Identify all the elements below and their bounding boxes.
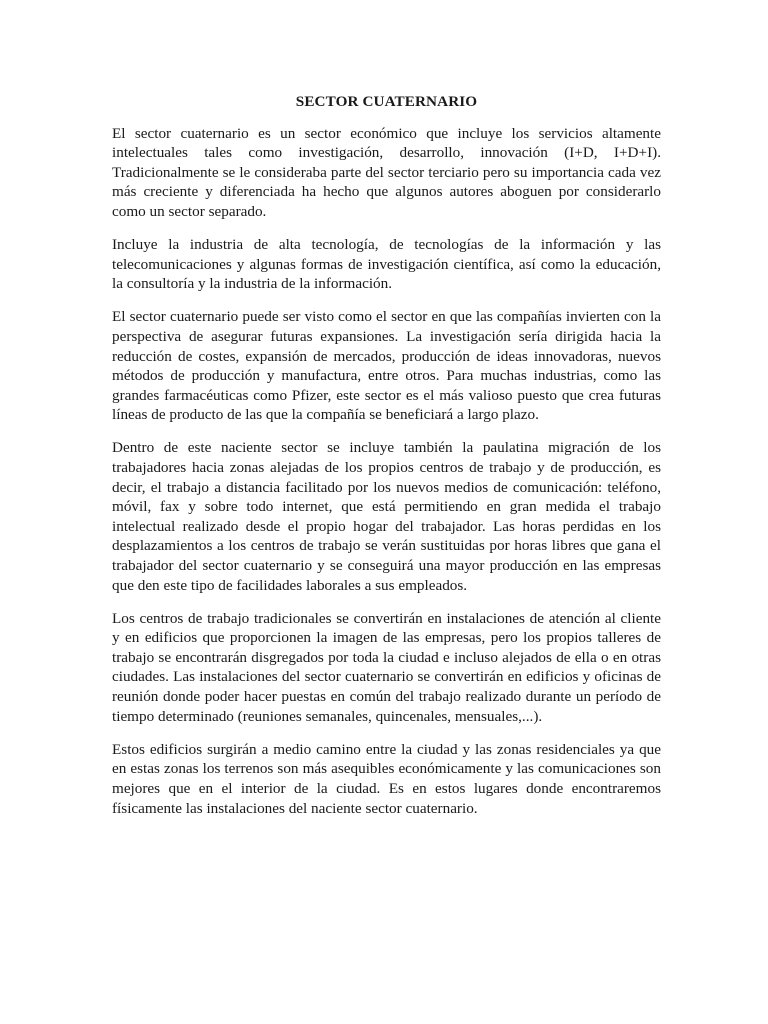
document-title: SECTOR CUATERNARIO	[295, 93, 478, 110]
document-body	[112, 92, 661, 832]
paragraph-2: Incluye la industria de alta tecnología, de tecnologías de la información y las telecomunicaciones y algunas formas de investigación científica, así como la educación, la consultoría y la industria de la información.	[112, 236, 661, 293]
paragraph-6: Estos edificios surgirán a medio camino entre la ciudad y las zonas residenciales ya que en estas zonas los terrenos son más asequibles económicamente y las comunicaciones son mejores que en el interior de la ciudad. Es en estos lugares donde encontraremos físicamente las instalaciones del naciente sector cuaternario.	[112, 740, 661, 817]
paragraph-3: El sector cuaternario puede ser visto como el sector en que las compañías invierten con la perspectiva de asegurar futuras expansiones. La investigación sería dirigida hacia la reducción de costes, expansión de mercados, producción de ideas innovadoras, nuevos métodos de producción y manufactura, entre otros. Para muchas industrias, como las grandes farmacéuticas como Pfizer, este sector es el más valioso puesto que crea futuras líneas de producto de las que la compañía se beneficiará a largo plazo.	[112, 308, 661, 424]
paragraph-5: Los centros de trabajo tradicionales se convertirán en instalaciones de atención al cliente y en edificios que proporcionen la imagen de las empresas, pero los propios talleres de trabajo se encontrarán disgregados por toda la ciudad e incluso alejados de ella o en otras ciudades. Las instalaciones del sector cuaternario se convertirán en edificios y oficinas de reunión donde poder hacer puestas en común del trabajo realizado durante un período de tiempo determinado (reuniones semanales, quincenales, mensuales,...).	[112, 609, 661, 725]
paragraph-1: El sector cuaternario es un sector económico que incluye los servicios altamente intelectuales tales como investigación, desarrollo, innovación (I+D, I+D+I). Tradicionalmente se le consideraba parte del sector terciario pero su importancia cada vez más creciente y diferenciada ha hecho que algunos autores aboguen por considerarlo como un sector separado.	[112, 124, 661, 220]
paragraph-4: Dentro de este naciente sector se incluye también la paulatina migración de los trabajadores hacia zonas alejadas de los propios centros de trabajo y de producción, es decir, el trabajo a distancia facilitado por los nuevos medios de comunicación: teléfono, móvil, fax y sobre todo internet, que está permitiendo en gran medida el trabajo intelectual realizado desde el propio hogar del trabajador. Las horas perdidas en los desplazamientos a los centros de trabajo se verán sustituidas por horas libres que gana el trabajador del sector cuaternario y se conseguirá una mayor producción en las empresas que den este tipo de facilidades laborales a sus empleados.	[112, 439, 661, 594]
